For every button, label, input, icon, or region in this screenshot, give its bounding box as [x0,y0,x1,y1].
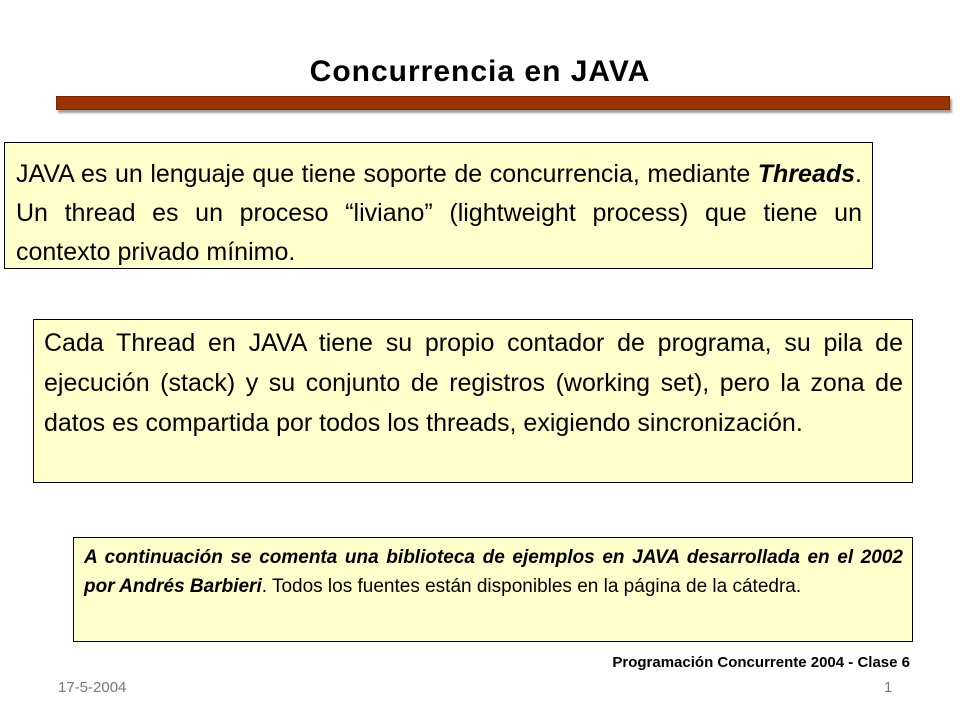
box1-threads-emphasis: Threads [757,160,856,188]
box1-text-end: . Un thread es un proceso “liviano” (lightweight process) que tiene un contexto privado mínimo. [16,160,862,266]
box3-text-end: . Todos los fuentes están disponibles en la página de la cátedra. [261,576,802,597]
box3-emphasis-text: A continuación se comenta una biblioteca de ejemplos en JAVA desarrollada en el 2002 por Andrés Barbieri [84,547,903,597]
text-box-library-note [73,537,913,642]
slide-title: Concurrencia en JAVA [309,55,651,88]
title-underline-bar [56,96,950,110]
text-box-java-concurrency [4,142,873,269]
text-box-thread-description [33,319,913,483]
box1-text-start: JAVA es un lenguaje que tiene soporte de concurrencia, mediante [16,160,758,188]
footer-page-number: 1 [884,679,893,696]
box2-text: Cada Thread en JAVA tiene su propio contador de programa, su pila de ejecución (stack) y su conjunto de registros (working set), pero la zona de datos es compartida por todos los threads, exigiendo sincronización. [44,329,903,437]
footer-date: 17-5-2004 [58,679,127,696]
footer-course-title: Programación Concurrente 2004 - Clase 6 [612,654,910,671]
